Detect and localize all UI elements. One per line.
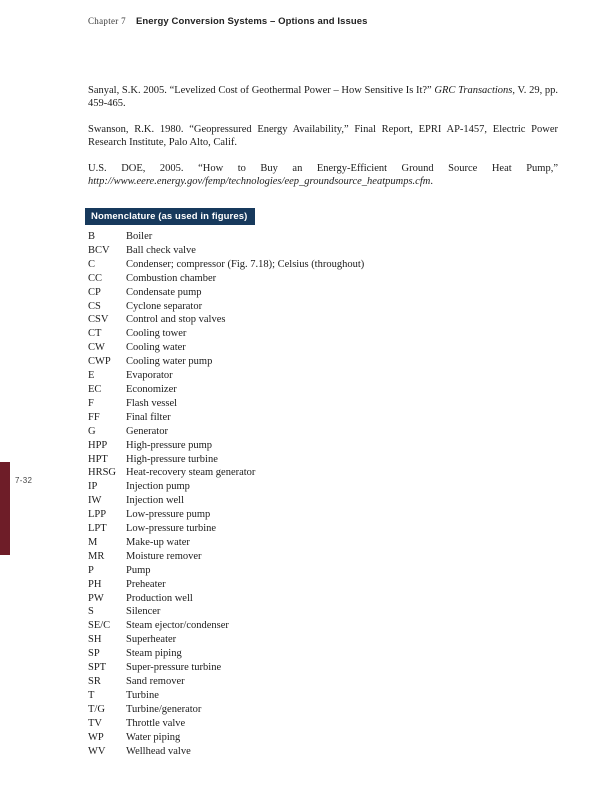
nomenclature-row (88, 453, 558, 467)
nomenclature-row (88, 258, 558, 272)
nomenclature-abbr: E (88, 370, 95, 382)
nomenclature-abbr: G (88, 425, 96, 437)
nomenclature-abbr: HRSG (88, 467, 117, 479)
nomenclature-definition: Flash vessel (126, 397, 178, 409)
nomenclature-abbr: M (88, 536, 98, 548)
nomenclature-definition: Combustion chamber (126, 272, 217, 284)
nomenclature-definition: Condenser; compressor (Fig. 7.18); Celsius (throughout) (126, 258, 365, 270)
nomenclature-row (88, 286, 558, 300)
reference-text-segment: . (430, 176, 433, 187)
nomenclature-abbr: TV (88, 717, 102, 729)
nomenclature-row (88, 675, 558, 689)
nomenclature-abbr: B (88, 231, 96, 242)
reference-text-segment: Swanson, R.K. 1980. “Geopressured Energy Availability,” Final Report, EPRI AP-1457, Electric Power Research Institute, Palo Alto, Calif. (88, 124, 558, 148)
nomenclature-abbr: SH (88, 634, 102, 646)
nomenclature-section (85, 206, 558, 758)
reference-entry (88, 123, 558, 149)
nomenclature-row (88, 522, 558, 536)
nomenclature-definition: Low-pressure pump (126, 509, 211, 521)
reference-entry (88, 84, 558, 110)
nomenclature-abbr: FF (88, 411, 100, 423)
nomenclature-definition: Cooling tower (126, 328, 187, 340)
nomenclature-row (88, 550, 558, 564)
page-number: 7-32 (15, 476, 33, 485)
nomenclature-definition: Steam ejector/condenser (126, 620, 229, 632)
nomenclature-abbr: P (88, 564, 94, 576)
nomenclature-row (88, 578, 558, 592)
nomenclature-row (88, 605, 558, 619)
nomenclature-abbr: WP (88, 731, 104, 743)
nomenclature-abbr: IP (88, 481, 98, 493)
nomenclature-definition: Sand remover (126, 676, 185, 687)
nomenclature-abbr: CSV (88, 314, 109, 326)
nomenclature-row (88, 439, 558, 453)
nomenclature-abbr: HPP (88, 439, 108, 451)
nomenclature-definition: Wellhead valve (126, 745, 191, 757)
nomenclature-heading: Nomenclature (as used in figures) (85, 208, 255, 225)
nomenclature-definition: Heat-recovery steam generator (126, 467, 256, 479)
nomenclature-row (88, 717, 558, 731)
reference-text-segment: , V. 29, pp. 459-465. (88, 85, 559, 109)
nomenclature-row (88, 466, 558, 480)
nomenclature-definition: Cyclone separator (126, 300, 203, 312)
nomenclature-row (88, 745, 558, 759)
references-block (88, 84, 558, 201)
nomenclature-definition: High-pressure turbine (126, 453, 218, 465)
nomenclature-row (88, 383, 558, 397)
nomenclature-definition: Pump (126, 564, 151, 576)
nomenclature-row (88, 355, 558, 369)
chapter-title: Energy Conversion Systems – Options and Issues (135, 16, 368, 27)
nomenclature-abbr: CP (88, 286, 101, 298)
nomenclature-abbr: SE/C (88, 620, 111, 632)
nomenclature-definition: Boiler (126, 231, 153, 242)
nomenclature-row (88, 689, 558, 703)
nomenclature-row (88, 480, 558, 494)
nomenclature-abbr: SPT (88, 662, 107, 674)
nomenclature-row (88, 411, 558, 425)
nomenclature-abbr: MR (88, 550, 105, 562)
nomenclature-row (88, 494, 558, 508)
nomenclature-definition: Generator (126, 425, 168, 437)
nomenclature-abbr: LPP (88, 509, 107, 521)
reference-italic-segment: GRC Transactions (434, 85, 513, 96)
nomenclature-row (88, 397, 558, 411)
nomenclature-row (88, 508, 558, 522)
nomenclature-definition: Production well (126, 592, 193, 604)
nomenclature-definition: Ball check valve (126, 244, 196, 256)
nomenclature-abbr: EC (88, 383, 102, 395)
nomenclature-abbr: WV (88, 745, 106, 757)
nomenclature-definition: Make-up water (126, 536, 190, 548)
nomenclature-abbr: SP (88, 648, 100, 660)
nomenclature-abbr: SR (88, 676, 101, 687)
reference-text-segment: U.S. DOE, 2005. “How to Buy an Energy-Efficient Ground Source Heat Pump,” (88, 163, 558, 174)
nomenclature-definition: Turbine/generator (126, 703, 202, 715)
nomenclature-definition: Preheater (126, 578, 166, 590)
reference-italic-segment: http://www.eere.energy.gov/femp/technologies/eep_groundsource_heatpumps.cfm (88, 176, 431, 187)
nomenclature-abbr: LPT (88, 523, 107, 535)
nomenclature-definition: Injection pump (126, 481, 190, 493)
nomenclature-abbr: BCV (88, 244, 110, 256)
nomenclature-row (88, 313, 558, 327)
nomenclature-definition: Cooling water pump (126, 356, 213, 368)
nomenclature-row (88, 592, 558, 606)
nomenclature-abbr: IW (88, 495, 102, 507)
nomenclature-row (88, 633, 558, 647)
nomenclature-definition: Economizer (126, 383, 177, 395)
nomenclature-definition: Super-pressure turbine (126, 662, 222, 674)
nomenclature-row (88, 703, 558, 717)
margin-accent-bar (0, 462, 10, 555)
nomenclature-definition: Turbine (126, 689, 159, 701)
nomenclature-row (88, 619, 558, 633)
nomenclature-row (88, 536, 558, 550)
nomenclature-definition: Condensate pump (126, 286, 202, 298)
nomenclature-abbr: CS (88, 300, 101, 312)
nomenclature-abbr: CWP (88, 356, 111, 368)
nomenclature-definition: Evaporator (126, 370, 173, 382)
reference-entry (88, 162, 558, 188)
nomenclature-definition: High-pressure pump (126, 439, 213, 451)
nomenclature-abbr: HPT (88, 453, 108, 465)
nomenclature-abbr: CT (88, 328, 102, 340)
nomenclature-abbr: T/G (88, 703, 105, 715)
nomenclature-abbr: CC (88, 272, 103, 284)
nomenclature-definition: Steam piping (126, 648, 182, 660)
nomenclature-definition: Low-pressure turbine (126, 523, 217, 535)
nomenclature-definition: Superheater (126, 634, 177, 646)
nomenclature-abbr: CW (88, 342, 105, 354)
nomenclature-abbr: F (88, 397, 94, 409)
nomenclature-abbr: C (88, 258, 96, 270)
nomenclature-definition: Cooling water (126, 342, 186, 354)
nomenclature-list (88, 230, 558, 758)
nomenclature-row (88, 244, 558, 258)
nomenclature-row (88, 300, 558, 314)
nomenclature-definition: Throttle valve (126, 717, 186, 729)
nomenclature-abbr: T (88, 689, 95, 701)
nomenclature-abbr: PH (88, 578, 102, 590)
nomenclature-row (88, 425, 558, 439)
reference-text-segment: Sanyal, S.K. 2005. “Levelized Cost of Geothermal Power – How Sensitive Is It?” (88, 85, 435, 96)
nomenclature-abbr: PW (88, 592, 104, 604)
nomenclature-definition: Injection well (126, 495, 185, 507)
nomenclature-definition: Water piping (126, 731, 181, 743)
nomenclature-definition: Moisture remover (126, 550, 202, 562)
nomenclature-definition: Silencer (126, 606, 161, 618)
nomenclature-definition: Control and stop valves (126, 314, 226, 326)
nomenclature-row (88, 647, 558, 661)
running-header (88, 16, 368, 27)
nomenclature-abbr: S (88, 606, 94, 618)
nomenclature-row (88, 341, 558, 355)
nomenclature-row (88, 369, 558, 383)
nomenclature-row (88, 564, 558, 578)
nomenclature-row (88, 327, 558, 341)
nomenclature-row (88, 661, 558, 675)
nomenclature-definition: Final filter (126, 411, 171, 423)
nomenclature-row (88, 272, 558, 286)
chapter-label: Chapter 7 (88, 16, 126, 26)
nomenclature-row (88, 731, 558, 745)
nomenclature-row (88, 230, 558, 244)
